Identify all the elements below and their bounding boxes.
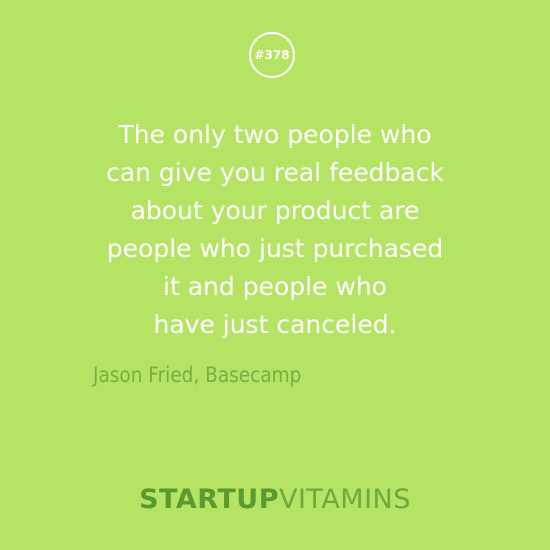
quote-number: #378 xyxy=(254,48,290,62)
quote-line: have just canceled. xyxy=(153,310,397,339)
quote-number-badge xyxy=(249,32,295,78)
quote-line: about your product are xyxy=(130,196,420,225)
quote-line: it and people who xyxy=(163,272,387,301)
quote-author: Jason Fried, Basecamp xyxy=(93,363,302,387)
brand-logo-startup: STARTUP xyxy=(139,484,279,515)
quote-line: The only two people who xyxy=(118,120,432,149)
quote-line: can give you real feedback xyxy=(106,158,444,187)
brand-logo xyxy=(0,482,550,518)
quote-text xyxy=(40,116,510,344)
brand-logo-vitamins: VITAMINS xyxy=(278,484,411,515)
quote-line: people who just purchased xyxy=(106,234,444,263)
